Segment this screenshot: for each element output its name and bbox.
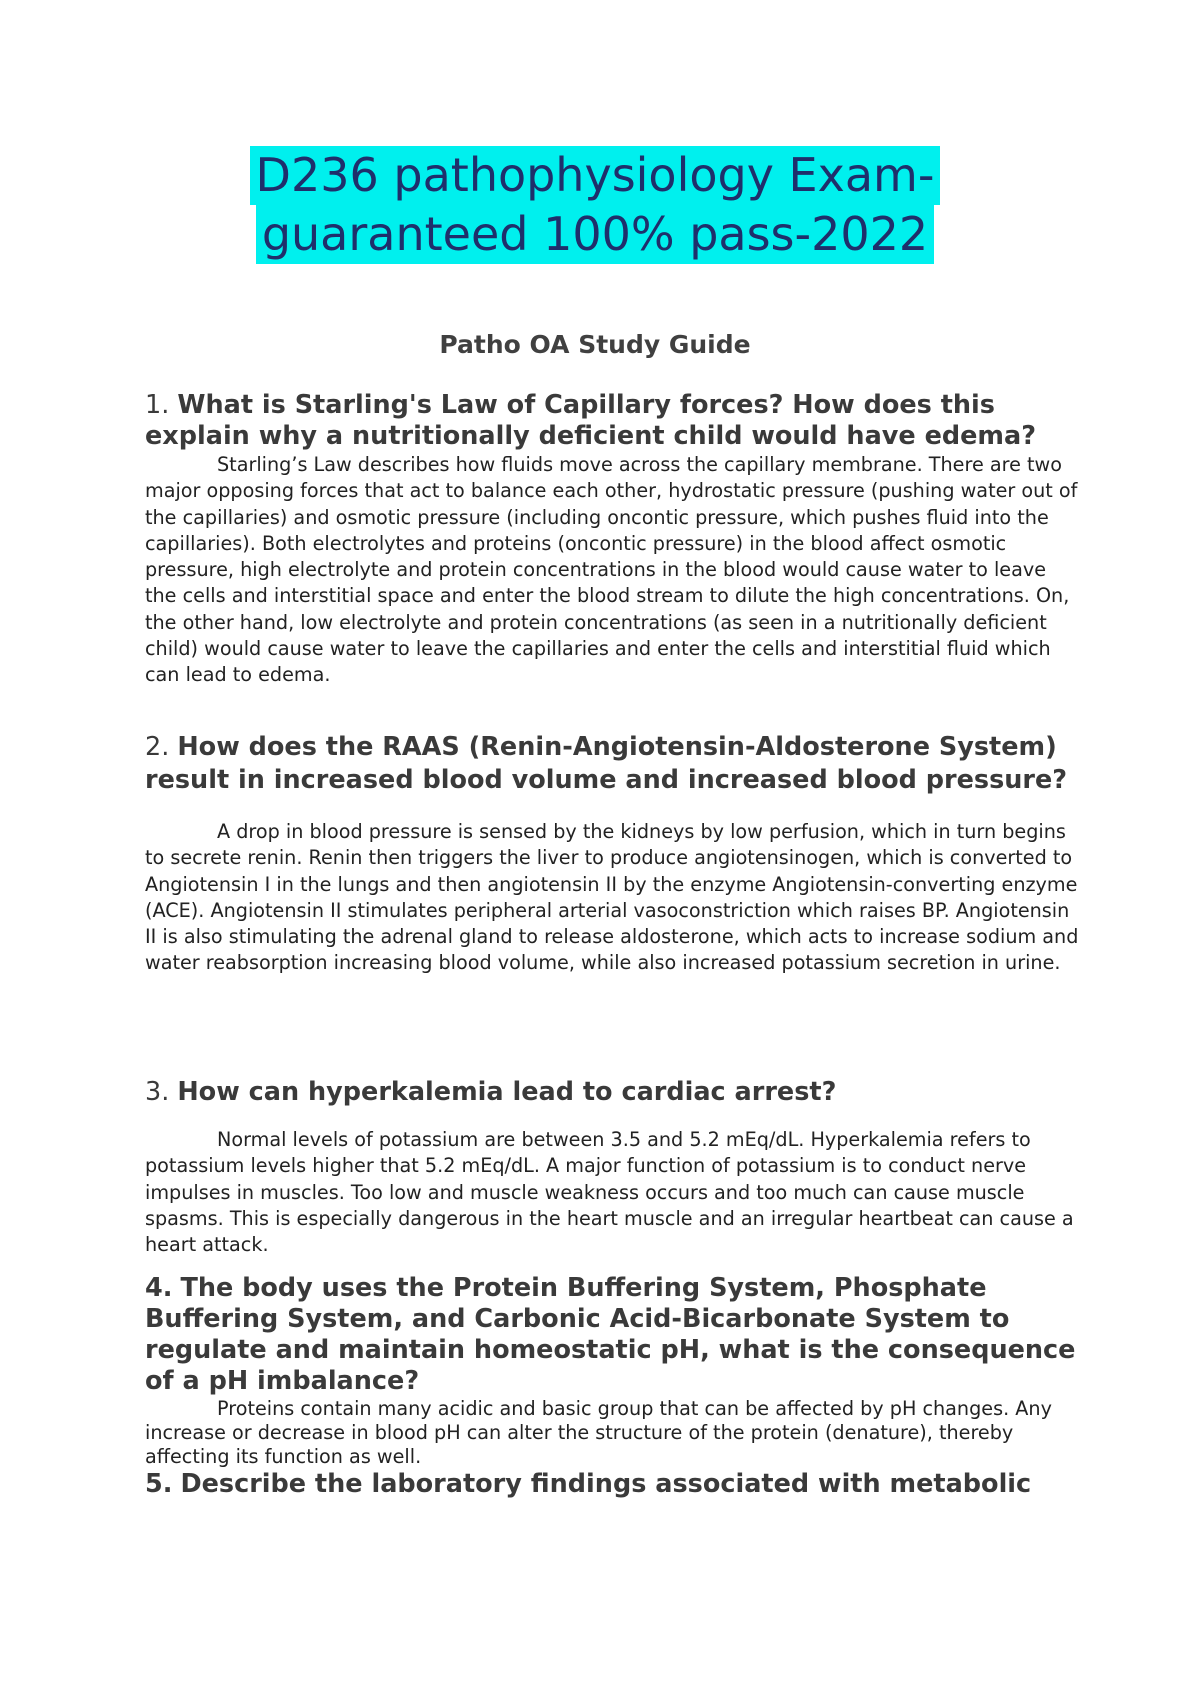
question-number: 1. <box>145 390 170 420</box>
question-text: The body uses the Protein Buffering System, Phosphate Buffering System, and Carbonic Acid-Bicarbonate System to regulate and maintain homeostatic pH, what is the consequence of a pH imbalance? <box>145 1273 1076 1396</box>
question-text: Describe the laboratory findings associated with metabolic <box>180 1469 1032 1499</box>
question-number: 4. <box>145 1273 173 1303</box>
section-2 <box>145 731 1080 977</box>
document-title <box>0 146 1190 264</box>
section-3 <box>145 1077 1080 1258</box>
answer-3: Normal levels of potassium are between 3.5 and 5.2 mEq/dL. Hyperkalemia refers to potassium levels higher that 5.2 mEq/dL. A major function of potassium is to conduct nerve impulses in muscles. Too low and muscle weakness occurs and too much can cause muscle spasms. This is especially dangerous in the heart muscle and an irregular heartbeat can cause a heart attack. <box>145 1128 1074 1257</box>
question-text: How can hyperkalemia lead to cardiac arrest? <box>177 1077 837 1107</box>
question-2 <box>145 731 1080 797</box>
title-line-2: guaranteed 100% pass-2022 <box>256 205 934 264</box>
question-5 <box>145 1469 1080 1500</box>
question-3 <box>145 1077 1080 1108</box>
answer-1: Starling’s Law describes how fluids move across the capillary membrane. There are two major opposing forces that act to balance each other, hydrostatic pressure (pushing water out of the capillaries) and osmotic pressure (including oncontic pressure, which pushes fluid into the capillaries). Both electrolytes and proteins (oncontic pressure) in the blood affect osmotic pressure, high electrolyte and protein concentrations in the blood would cause water to leave the cells and interstitial space and enter the blood stream to dilute the high concentrations. On, the other hand, low electrolyte and protein concentrations (as seen in a nutritionally deficient child) would cause water to leave the capillaries and enter the cells and interstitial fluid which can lead to edema. <box>145 453 1078 687</box>
question-number: 5. <box>145 1469 173 1499</box>
question-text: How does the RAAS (Renin-Angiotensin-Aldosterone System) result in increased blood volume and increased blood pressure? <box>145 732 1068 795</box>
section-1 <box>145 390 1080 689</box>
answer-4: Proteins contain many acidic and basic group that can be affected by pH changes. Any increase or decrease in blood pH can alter the structure of the protein (denature), thereby affecting its function as well. <box>145 1397 1052 1468</box>
question-number: 3. <box>145 1077 170 1107</box>
question-number: 2. <box>145 732 170 762</box>
section-5 <box>145 1469 1080 1500</box>
title-line-1: D236 pathophysiology Exam- <box>250 146 941 205</box>
document-subtitle: Patho OA Study Guide <box>439 330 751 359</box>
question-4 <box>145 1273 1080 1397</box>
answer-2: A drop in blood pressure is sensed by the kidneys by low perfusion, which in turn begins to secrete renin. Renin then triggers the liver to produce angiotensinogen, which is converted to Angiotensin I in the lungs and then angiotensin II by the enzyme Angiotensin-converting enzyme (ACE). Angiotensin II stimulates peripheral arterial vasoconstriction which raises BP. Angiotensin II is also stimulating the adrenal gland to release aldosterone, which acts to increase sodium and water reabsorption increasing blood volume, while also increased potassium secretion in urine. <box>145 820 1079 975</box>
question-text: What is Starling's Law of Capillary forces? How does this explain why a nutritionally deficient child would have edema? <box>145 390 1036 451</box>
question-1 <box>145 390 1080 452</box>
section-4 <box>145 1273 1080 1469</box>
